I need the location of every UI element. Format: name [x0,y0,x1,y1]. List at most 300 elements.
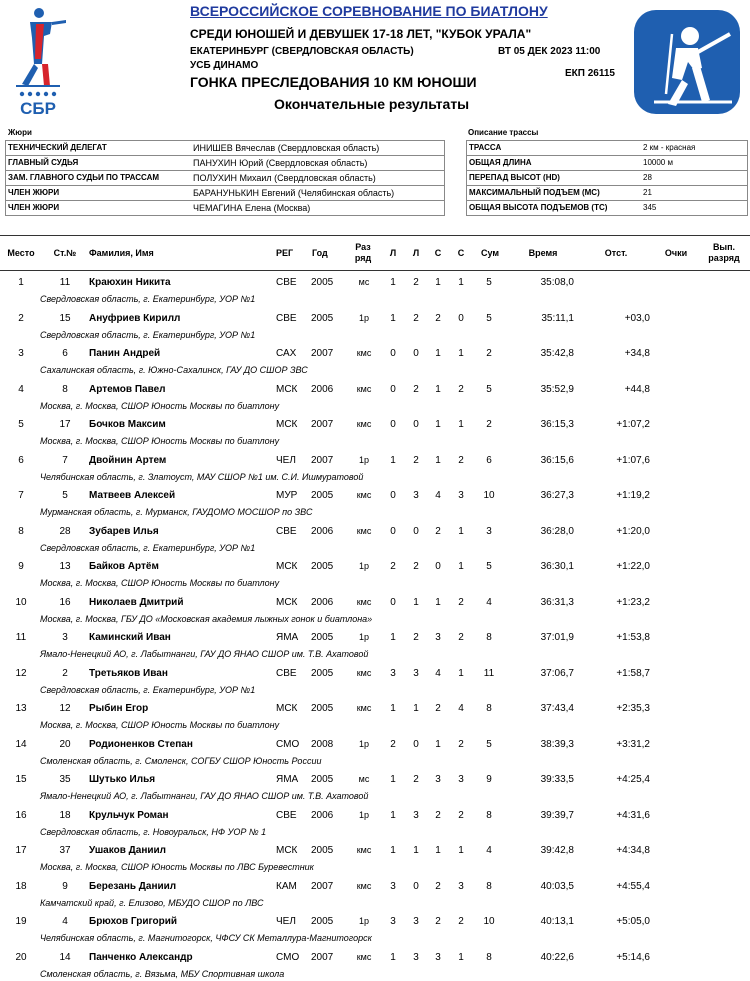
result-time: 36:27,3 [540,490,574,501]
result-region: ЧЕЛ [276,916,296,927]
result-behind: +5:05,0 [616,916,650,927]
result-bib: 13 [59,561,71,572]
table-row [0,451,750,487]
result-shoot-3: 1 [435,845,441,856]
athlete-name: Панин Андрей [89,348,161,359]
competition-title: ВСЕРОССИЙСКОЕ СОРЕВНОВАНИЕ ПО БИАТЛОНУ [190,3,548,19]
result-place: 15 [15,774,27,785]
result-bib: 6 [62,348,68,359]
athlete-name: Каминский Иван [89,632,171,643]
result-shoot-2: 2 [413,312,419,324]
result-shoot-1: 1 [390,774,396,785]
result-shoot-1: 0 [390,383,396,395]
result-place: 17 [15,845,27,856]
athlete-team: Москва, г. Москва, СШОР Юность Москвы по биатлону [40,436,280,446]
track-row [467,171,747,186]
result-rank: кмс [356,419,372,429]
col-sum: Сум [480,247,500,258]
competition-datetime: ВТ 05 ДЕК 2023 11:00 [498,46,601,57]
result-bib: 18 [59,809,71,821]
col-time: Время [528,247,558,258]
result-shoot-2: 0 [413,880,419,892]
result-bib: 28 [59,525,71,537]
result-region: МСК [276,596,298,608]
result-shoot-4: 4 [458,703,464,714]
result-time: 40:13,1 [540,916,574,927]
result-shoot-2: 1 [413,596,419,608]
result-year: 2008 [311,738,334,750]
result-behind: +4:31,6 [616,809,650,821]
result-shoot-1: 1 [390,809,396,821]
result-time: 36:31,3 [540,596,574,608]
result-shoot-3: 2 [435,809,441,821]
track-row [467,201,747,216]
result-shoot-3: 1 [435,454,441,466]
result-bib: 16 [59,596,71,608]
sbr-logo [8,4,68,116]
athlete-team: Москва, г. Москва, СШОР Юность Москвы по биатлону [40,578,280,588]
result-shoot-3: 0 [435,561,441,572]
result-behind: +34,8 [624,348,650,359]
result-time: 37:01,9 [540,632,574,643]
result-shoot-3: 1 [435,348,441,359]
result-year: 2006 [311,596,334,608]
col-name: Фамилия, Имя [89,247,154,258]
result-year: 2006 [311,809,334,821]
result-shoot-1: 2 [390,561,396,572]
result-penalty-sum: 10 [483,490,495,501]
jury-role: ГЛАВНЫЙ СУДЬЯ [8,158,79,167]
athlete-name: Ушаков Даниил [89,845,167,856]
athlete-name: Байков Артём [89,561,159,572]
result-shoot-1: 2 [390,738,396,750]
result-shoot-3: 3 [435,774,441,785]
col-category-line2: разряд [708,253,740,263]
result-place: 2 [18,312,24,324]
result-rank: кмс [356,880,372,891]
track-row [467,156,747,171]
result-place: 12 [15,667,27,679]
col-rank-line1: Раз [355,242,371,252]
result-year: 2005 [311,667,334,679]
athlete-team: Москва, г. Москва, ГБУ ДО «Московская академия лыжных гонок и биатлона» [40,613,373,624]
result-bib: 12 [59,703,71,714]
result-shoot-4: 3 [458,774,464,785]
competition-city: ЕКАТЕРИНБУРГ (СВЕРДЛОВСКАЯ ОБЛАСТЬ) [190,46,414,57]
athlete-team: Мурманская область, г. Мурманск, ГАУДОМО МОСШОР по ЗВС [40,507,313,517]
result-bib: 37 [59,845,71,856]
result-rank: 1р [358,916,369,926]
result-shoot-3: 1 [435,419,441,430]
result-shoot-3: 1 [435,596,441,608]
result-behind: +1:07,2 [616,419,650,430]
athlete-name: Артемов Павел [89,383,166,395]
result-place: 11 [15,632,27,643]
result-region: СМО [276,951,300,963]
col-category-line1: Вып. [712,242,736,252]
jury-person: БАРАНУНЬКИН Евгений (Челябинская область) [193,188,395,198]
result-shoot-1: 0 [390,348,396,359]
result-shoot-4: 1 [458,845,464,856]
result-rank: кмс [356,703,372,713]
table-row [0,344,750,380]
table-row [0,770,750,806]
result-time: 37:06,7 [540,667,574,679]
col-category [700,236,748,270]
result-year: 2006 [311,383,334,395]
result-shoot-2: 0 [413,419,419,430]
table-row [0,912,750,948]
result-behind: +1:19,2 [616,490,650,501]
athlete-team: Камчатский край, г. Елизово, МБУДО СШОР по ЛВС [40,897,264,908]
athlete-name: Родионенков Степан [89,738,193,750]
result-penalty-sum: 9 [486,774,492,785]
result-year: 2006 [311,525,334,537]
jury-row [6,171,444,186]
sbr-logo-text: СБР [20,99,56,116]
jury-row [6,201,444,216]
result-shoot-1: 3 [390,880,396,892]
result-shoot-1: 1 [390,454,396,466]
result-behind: +2:35,3 [616,703,650,714]
result-shoot-1: 1 [390,951,396,963]
result-shoot-4: 1 [458,348,464,359]
track-value: 2 км - красная [643,143,696,152]
result-time: 36:28,0 [540,525,574,537]
result-region: СВЕ [276,809,297,821]
result-shoot-3: 4 [435,667,441,679]
result-year: 2007 [311,348,334,359]
jury-heading: Жюри [8,128,32,137]
result-shoot-4: 2 [458,632,464,643]
results-table-header [0,235,750,271]
jury-table [5,140,445,216]
col-diff: Отст. [604,247,628,258]
result-penalty-sum: 8 [486,880,492,892]
jury-person: ИНИШЕВ Вячеслав (Свердловская область) [193,143,380,153]
athlete-name: Краюхин Никита [89,277,171,288]
result-rank: 1р [358,738,369,749]
col-shoot2: Л [412,247,420,258]
result-bib: 2 [62,667,68,679]
result-rank: 1р [358,809,369,820]
track-param: ТРАССА [469,143,502,152]
result-shoot-3: 2 [435,880,441,892]
result-region: ЯМА [276,774,299,785]
result-bib: 9 [62,880,68,892]
result-shoot-1: 3 [390,667,396,679]
result-penalty-sum: 11 [483,667,495,679]
result-time: 40:22,6 [540,951,574,963]
result-shoot-2: 0 [413,738,419,750]
result-shoot-3: 2 [435,312,441,324]
result-region: СВЕ [276,312,297,324]
result-penalty-sum: 4 [486,845,492,856]
athlete-team: Свердловская область, г. Екатеринбург, УОР №1 [40,542,256,553]
track-row [467,186,747,201]
athlete-name: Матвеев Алексей [89,490,176,501]
result-shoot-2: 3 [413,809,419,821]
race-title: ГОНКА ПРЕСЛЕДОВАНИЯ 10 КМ ЮНОШИ [190,74,477,90]
result-time: 36:15,6 [540,454,574,466]
result-region: СВЕ [276,667,297,679]
track-value: 10000 м [643,158,673,167]
result-shoot-3: 1 [435,383,441,395]
table-row [0,628,750,664]
result-rank: кмс [356,951,372,962]
jury-row [6,141,444,156]
athlete-team: Сахалинская область, г. Южно-Сахалинск, ГАУ ДО СШОР ЗВС [40,365,308,375]
result-shoot-2: 2 [413,277,419,288]
biathlon-emblem [632,4,742,116]
result-place: 9 [18,561,24,572]
table-row [0,557,750,593]
jury-person: ПОЛУХИН Михаил (Свердловская область) [193,173,376,183]
athlete-team: Ямало-Ненецкий АО, г. Лабытнанги, ГАУ ДО ЯНАО СШОР им. Т.В. Ахатовой [40,649,369,659]
result-behind: +3:31,2 [616,738,650,750]
result-shoot-1: 1 [390,845,396,856]
athlete-team: Свердловская область, г. Екатеринбург, УОР №1 [40,684,256,695]
result-shoot-2: 3 [413,490,419,501]
result-year: 2005 [311,490,334,501]
result-bib: 11 [59,277,71,288]
competition-subtitle: СРЕДИ ЮНОШЕЙ И ДЕВУШЕК 17-18 ЛЕТ, "КУБОК УРАЛА" [190,27,532,41]
athlete-name: Панченко Александр [89,951,193,963]
result-region: СМО [276,738,300,750]
result-time: 39:42,8 [540,845,574,856]
result-time: 35:11,1 [541,312,574,324]
result-shoot-2: 2 [413,561,419,572]
track-value: 345 [643,203,657,212]
table-row [0,664,750,700]
result-place: 13 [15,703,27,714]
result-shoot-2: 0 [413,525,419,537]
result-place: 10 [15,596,27,608]
result-behind: +44,8 [624,383,650,395]
results-table-body [0,273,750,981]
table-row [0,735,750,771]
result-penalty-sum: 5 [486,277,492,288]
track-row [467,141,747,156]
result-time: 35:52,9 [540,383,574,395]
result-shoot-2: 2 [413,454,419,466]
athlete-name: Березань Даниил [89,880,177,892]
track-param: МАКСИМАЛЬНЫЙ ПОДЪЕМ (MC) [469,188,600,197]
result-time: 36:15,3 [540,419,574,430]
result-behind: +1:58,7 [616,667,650,679]
col-shoot4: С [457,247,465,258]
result-place: 19 [15,916,27,927]
col-points: Очки [664,247,688,258]
table-row [0,877,750,913]
result-behind: +4:34,8 [616,845,650,856]
result-bib: 14 [59,951,71,963]
result-rank: 1р [358,561,369,571]
result-rank: кмс [356,525,372,536]
result-time: 36:30,1 [540,561,574,572]
col-rank [345,236,381,270]
result-penalty-sum: 10 [483,916,495,927]
jury-role: ЧЛЕН ЖЮРИ [8,188,60,197]
result-shoot-3: 1 [435,738,441,750]
table-row [0,309,750,345]
result-shoot-1: 1 [390,312,396,324]
result-bib: 20 [59,738,71,750]
result-place: 4 [18,383,24,395]
athlete-team: Свердловская область, г. Екатеринбург, УОР №1 [40,329,256,340]
jury-person: ЧЕМАГИНА Елена (Москва) [193,203,311,213]
result-shoot-4: 3 [458,490,464,501]
result-rank: 1р [358,632,369,642]
table-row [0,806,750,842]
col-rank-line2: ряд [354,253,372,263]
result-bib: 3 [62,632,68,643]
result-behind: +4:25,4 [616,774,650,785]
result-shoot-1: 0 [390,419,396,430]
result-behind: +1:23,2 [616,596,650,608]
result-behind: +03,0 [624,312,650,324]
result-behind: +1:07,6 [616,454,650,466]
result-year: 2007 [311,419,334,430]
result-shoot-4: 2 [458,596,464,608]
result-year: 2005 [311,632,334,643]
result-shoot-4: 2 [458,809,464,821]
athlete-team: Челябинская область, г. Магнитогорск, ЧФСУ СК Металлура-Магнитогорск [40,933,372,943]
result-place: 3 [18,348,24,359]
result-shoot-2: 1 [413,703,419,714]
track-param: ОБЩАЯ ДЛИНА [469,158,532,167]
result-shoot-2: 3 [413,951,419,963]
result-region: МСК [276,383,298,395]
table-row [0,948,750,981]
result-place: 1 [18,277,24,288]
athlete-name: Брюхов Григорий [89,916,178,927]
result-bib: 17 [59,419,71,430]
table-row [0,486,750,522]
table-row [0,593,750,629]
result-shoot-1: 1 [390,277,396,288]
athlete-name: Николаев Дмитрий [89,596,184,608]
result-behind: +1:20,0 [616,525,650,537]
result-shoot-4: 2 [458,383,464,395]
result-shoot-4: 1 [458,667,464,679]
competition-venue: УСБ ДИНАМО [190,60,259,71]
result-bib: 8 [62,383,68,395]
result-rank: кмс [356,596,372,607]
result-shoot-3: 4 [435,490,441,501]
athlete-name: Бочков Максим [89,419,166,430]
result-behind: +1:53,8 [616,632,650,643]
result-region: САХ [276,348,297,359]
result-shoot-2: 2 [413,632,419,643]
competition-code: ЕКП 26115 [565,68,615,79]
result-shoot-1: 0 [390,490,396,501]
result-penalty-sum: 3 [486,525,492,537]
result-year: 2005 [311,845,334,856]
result-behind: +5:14,6 [616,951,650,963]
result-penalty-sum: 5 [486,383,492,395]
result-behind: +4:55,4 [616,880,650,892]
result-shoot-3: 3 [435,951,441,963]
result-shoot-3: 1 [435,277,441,288]
jury-row [6,156,444,171]
result-shoot-4: 2 [458,454,464,466]
result-bib: 15 [59,312,71,324]
athlete-name: Ануфриев Кирилл [89,312,181,324]
result-penalty-sum: 8 [486,703,492,714]
results-label: Окончательные результаты [274,96,470,112]
result-year: 2005 [311,916,334,927]
track-value: 21 [643,188,652,197]
result-behind: +1:22,0 [616,561,650,572]
result-time: 38:39,3 [540,738,574,750]
col-bib: Ст.№ [53,247,77,258]
result-shoot-3: 2 [435,703,441,714]
result-shoot-3: 2 [435,916,441,927]
result-place: 8 [18,525,24,537]
result-shoot-2: 3 [413,667,419,679]
result-shoot-4: 1 [458,277,464,288]
result-penalty-sum: 5 [486,312,492,324]
athlete-team: Свердловская область, г. Екатеринбург, УОР №1 [40,294,256,304]
result-rank: кмс [356,383,372,394]
result-place: 18 [15,880,27,892]
result-place: 14 [15,738,27,750]
result-bib: 5 [62,490,68,501]
result-shoot-4: 1 [458,525,464,537]
athlete-team: Москва, г. Москва, СШОР Юность Москвы по биатлону [40,400,280,411]
result-shoot-2: 0 [413,348,419,359]
result-bib: 4 [62,916,68,927]
result-rank: мс [358,277,370,287]
result-shoot-1: 1 [390,703,396,714]
athlete-name: Рыбин Егор [89,703,149,714]
result-region: МСК [276,845,298,856]
athlete-name: Зубарев Илья [89,525,159,537]
result-region: ЧЕЛ [276,454,296,466]
result-time: 35:08,0 [540,277,574,288]
result-penalty-sum: 5 [486,561,492,572]
result-time: 39:33,5 [540,774,574,785]
result-year: 2007 [311,951,334,963]
result-shoot-4: 2 [458,738,464,750]
result-rank: мс [358,774,370,784]
athlete-team: Москва, г. Москва, СШОР Юность Москвы по ЛВС Буревестник [40,862,314,872]
athlete-team: Смоленская область, г. Вязьма, МБУ Спортивная школа [40,968,285,979]
result-region: КАМ [276,880,297,892]
result-year: 2005 [311,312,334,324]
result-time: 37:43,4 [540,703,574,714]
result-year: 2005 [311,703,334,714]
result-rank: 1р [358,312,369,323]
athlete-name: Двойнин Артем [89,454,167,466]
result-year: 2007 [311,880,334,892]
col-shoot1: Л [389,247,397,258]
athlete-team: Свердловская область, г. Новоуральск, НФ УОР № 1 [40,826,267,837]
result-place: 5 [18,419,24,430]
athlete-name: Шутько Илья [89,774,156,785]
result-region: СВЕ [276,277,297,288]
result-year: 2005 [311,774,334,785]
result-penalty-sum: 5 [486,738,492,750]
result-shoot-4: 1 [458,561,464,572]
result-penalty-sum: 8 [486,632,492,643]
result-rank: кмс [356,667,372,678]
result-year: 2005 [311,277,334,288]
result-shoot-3: 3 [435,632,441,643]
result-shoot-1: 0 [390,596,396,608]
result-place: 6 [18,454,24,466]
